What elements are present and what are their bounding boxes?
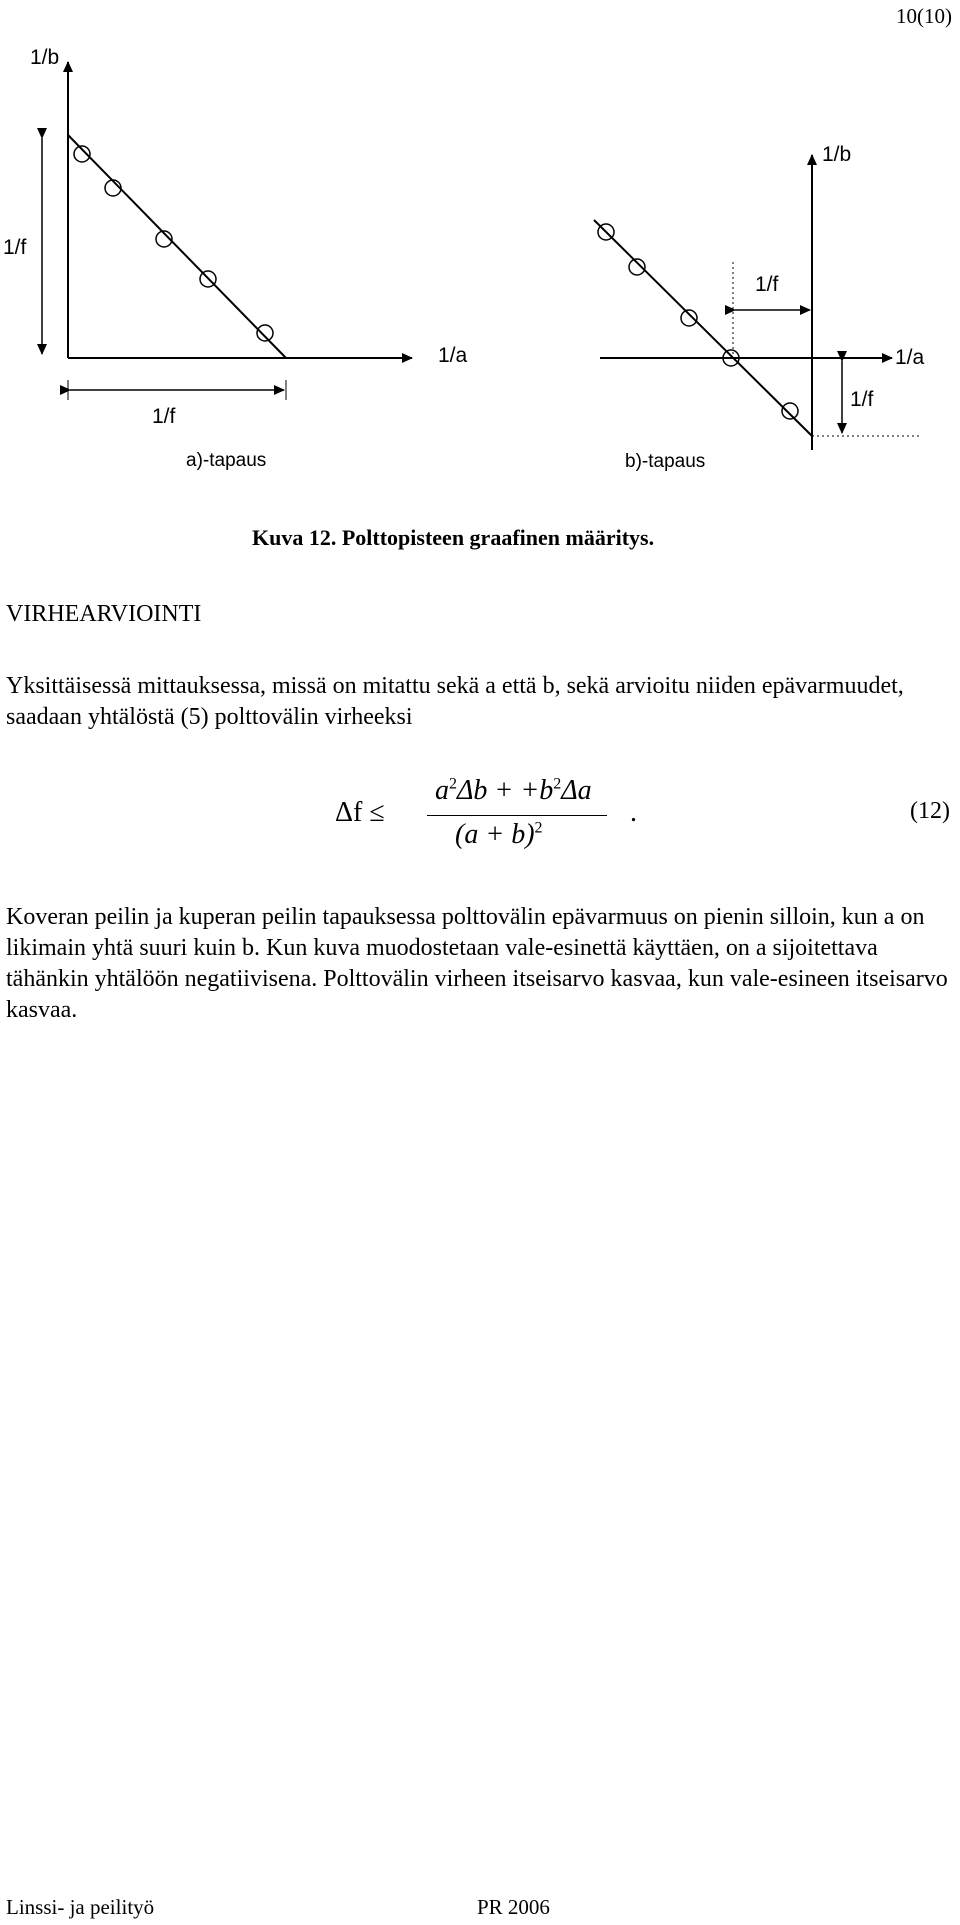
panel-a-data-point <box>257 325 273 341</box>
paragraph-error-estimate: Yksittäisessä mittauksessa, missä on mitattu sekä a että b, sekä arvioitu niiden epävarmuudet, saadaan yhtälöstä (5) polttovälin virheeksi <box>6 673 904 730</box>
panel-b-fit-line <box>594 220 812 436</box>
panel-b-y-axis-label: 1/b <box>822 143 852 166</box>
section-heading: VIRHEARVIOINTI <box>6 601 202 627</box>
paragraph-mirror-uncertainty: Koveran peilin ja kuperan peilin tapauksessa polttovälin epävarmuus on pienin silloin, kun a on likimain yhtä suuri kuin b. Kun kuva muodostetaan vale-esinettä käyttäen, on a sijoitettava tähänkin yhtälöön negatiivisena. Polttovälin virheen itseisarvo kasvaa, kun vale-esineen itseisarvo kasvaa. <box>6 904 948 1023</box>
panel-b-intercept-y-label: 1/f <box>850 388 874 411</box>
panel-b-data-point <box>681 310 697 326</box>
panel-b-x-axis-label: 1/a <box>895 346 925 369</box>
error-formula <box>335 775 635 875</box>
equation-number: (12) <box>910 798 950 824</box>
panel-a-label: a)-tapaus <box>186 450 267 471</box>
panel-a-fit-line <box>68 135 286 358</box>
panel-a-intercept-x-label: 1/f <box>152 405 176 428</box>
figure-caption: Kuva 12. Polttopisteen graafinen määritys. <box>252 525 655 550</box>
formula-period: . <box>630 797 637 828</box>
panel-a-x-axis-label: 1/a <box>438 344 468 367</box>
footer-title: Linssi- ja peilityö <box>6 1895 155 1919</box>
fraction-bar <box>427 815 607 816</box>
panel-a-y-axis-label: 1/b <box>30 46 60 69</box>
panel-b-label: b)-tapaus <box>625 451 706 472</box>
panel-b-intercept-x-label: 1/f <box>755 273 779 296</box>
panel-a-graph <box>42 62 412 400</box>
focal-point-figure <box>0 0 960 540</box>
formula-numerator: $a^2\Delta b + +b^2\Delta a$ <box>435 775 592 806</box>
formula-lhs: Δf ≤ <box>335 797 385 828</box>
formula-denominator: $(a + b)^2$ <box>455 819 543 850</box>
footer-author-year: PR 2006 <box>477 1895 550 1919</box>
page-number: 10(10) <box>896 4 952 28</box>
panel-b-data-point <box>782 403 798 419</box>
panel-a-intercept-y-label: 1/f <box>3 236 27 259</box>
